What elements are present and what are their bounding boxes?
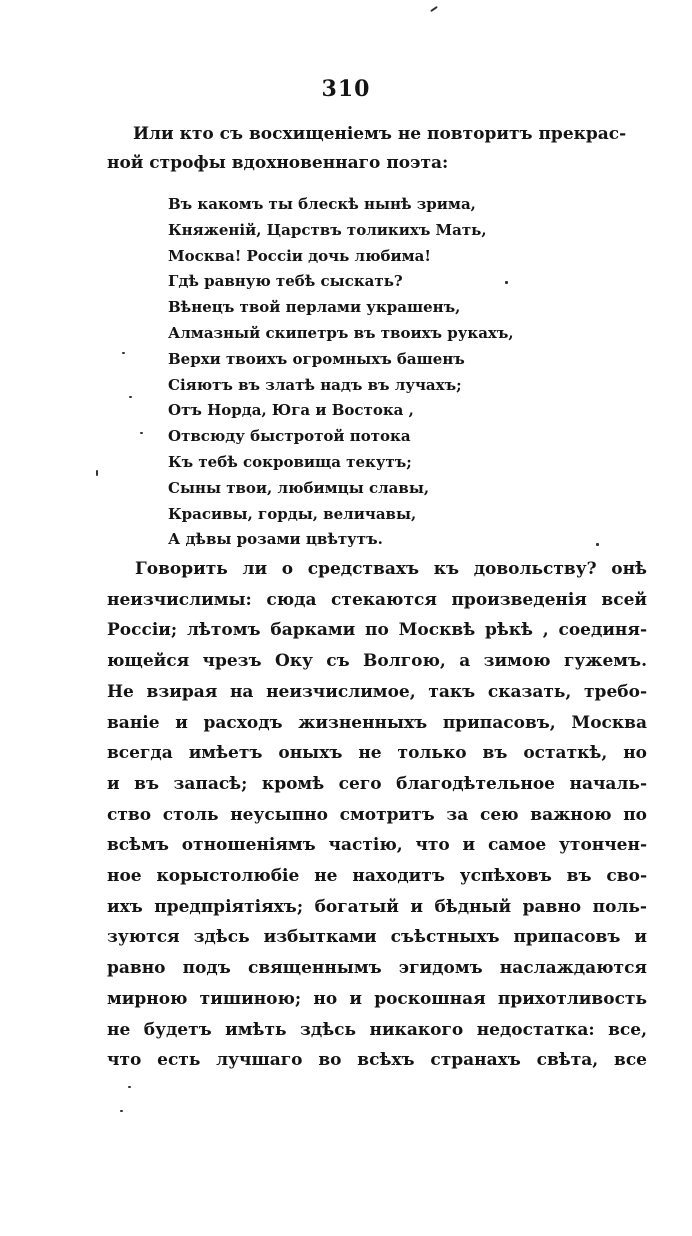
scan-speck bbox=[596, 543, 599, 546]
paragraph-line: всегда имѣетъ оныхъ не только въ остаткѣ, но bbox=[107, 743, 647, 764]
paragraph-line: неизчислимы: сюда стекаются произведенія всей bbox=[107, 589, 647, 610]
scan-speck bbox=[129, 396, 132, 398]
paragraph-line: зуются здѣсь избытками съѣстныхъ припасовъ и bbox=[107, 927, 647, 948]
paragraph-line: ство столь неусыпно смотритъ за сею важною по bbox=[107, 804, 647, 825]
scan-speck bbox=[430, 6, 438, 12]
poem-line: Сыны твои, любимцы славы, bbox=[168, 478, 430, 497]
paragraph-line: Не взирая на неизчислимое, такъ сказать, требо- bbox=[107, 681, 647, 702]
paragraph-line: Россіи; лѣтомъ барками по Москвѣ рѣкѣ , соединя- bbox=[107, 620, 647, 641]
poem-line: Красивы, горды, величавы, bbox=[168, 504, 417, 523]
paragraph-line: ваніе и расходъ жизненныхъ припасовъ, Москва bbox=[107, 712, 647, 733]
intro-line: Или кто съ восхищеніемъ не повторитъ прекрас- bbox=[133, 124, 627, 144]
poem-line: Сіяютъ въ златѣ надъ въ лучахъ; bbox=[168, 375, 462, 394]
body-paragraph bbox=[107, 554, 647, 1076]
scan-speck bbox=[505, 281, 508, 284]
scan-speck bbox=[128, 1086, 131, 1088]
poem-line: Москва! Россіи дочь любима! bbox=[168, 246, 431, 265]
scan-speck bbox=[140, 432, 143, 434]
paragraph-line: ющейся чрезъ Оку съ Волгою, а зимою гужемъ. bbox=[107, 651, 647, 672]
paragraph-line: мирною тишиною; но и роскошная прихотливость bbox=[107, 988, 647, 1009]
scan-speck bbox=[122, 352, 125, 354]
poem-line: Алмазный скипетръ въ твоихъ рукахъ, bbox=[168, 323, 514, 342]
poem-line: Верхи твоихъ огромныхъ башенъ bbox=[168, 349, 465, 368]
paragraph-line: равно подъ священнымъ эгидомъ наслаждаются bbox=[107, 958, 647, 979]
page-number: 310 bbox=[321, 76, 371, 102]
poem-line: Къ тебѣ сокровища текутъ; bbox=[168, 452, 412, 471]
paragraph-line: ихъ предпріятіяхъ; богатый и бѣдный равно поль- bbox=[107, 896, 647, 917]
intro-line: ной строфы вдохновеннаго поэта: bbox=[107, 153, 449, 173]
poem-line: Отъ Норда, Юга и Востока , bbox=[168, 401, 414, 420]
poem-stanza bbox=[168, 192, 588, 553]
paragraph-line: ное корыстолюбіе не находитъ успѣховъ въ сво- bbox=[107, 866, 647, 887]
paragraph-line: не будетъ имѣть здѣсь никакого недостатка: все, bbox=[107, 1019, 647, 1040]
scan-speck bbox=[120, 1110, 123, 1112]
paragraph-line: и въ запасѣ; кромѣ сего благодѣтельное началь- bbox=[107, 773, 647, 794]
paragraph-line: что есть лучшаго во всѣхъ странахъ свѣта, все bbox=[107, 1050, 647, 1071]
poem-line: Вѣнецъ твой перлами украшенъ, bbox=[168, 298, 461, 317]
poem-line: Гдѣ равную тебѣ сыскать? bbox=[168, 272, 403, 291]
poem-line: Въ какомъ ты блескѣ нынѣ зрима, bbox=[168, 195, 476, 213]
paragraph-line: всѣмъ отношеніямъ частію, что и самое утончен- bbox=[107, 835, 647, 856]
paragraph-line: Говорить ли о средствахъ къ довольству? онѣ bbox=[135, 559, 647, 579]
poem-line: Княженій, Царствъ толикихъ Мать, bbox=[168, 220, 487, 239]
intro-paragraph bbox=[107, 120, 643, 178]
poem-line: А дѣвы розами цвѣтутъ. bbox=[168, 530, 383, 549]
poem-line: Отвсюду быстротой потока bbox=[168, 427, 411, 446]
scan-speck bbox=[96, 470, 98, 476]
